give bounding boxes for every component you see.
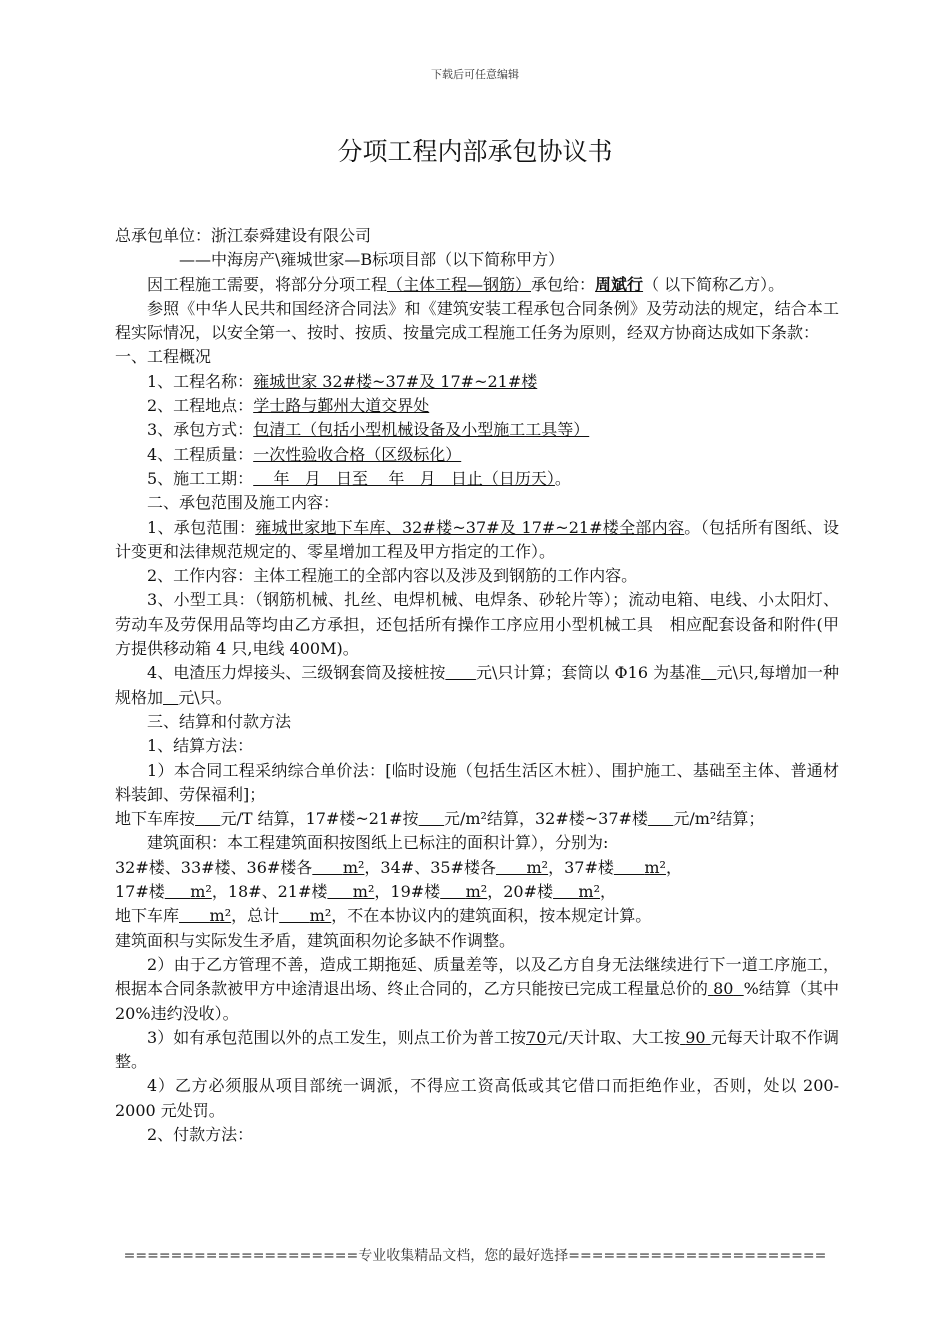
item-contract-method bbox=[115, 418, 839, 442]
item-project-name bbox=[115, 370, 839, 394]
blank-field bbox=[648, 809, 673, 828]
text-run: ，37#楼 bbox=[548, 857, 614, 877]
tools-paragraph: 3、小型工具：（钢筋机械、扎丝、电焊机械、电焊条、砂轮片等）；流动电箱、电线、小太阳灯、劳动车及劳保用品等均由乙方承担，还包括所有操作工序应用小型机械工具 相应配套设备和附件(甲方提供移动箱 4 只,电线 400M)。 bbox=[115, 590, 839, 659]
scope-paragraph bbox=[115, 516, 839, 565]
text-run: 因工程施工需要，将部分分项工程 bbox=[147, 274, 388, 294]
unit-price-paragraph: 1）本合同工程采纳综合单价法：[临时设施（包括生活区木桩）、围护施工、基础至主体、普通材料装卸、劳保福利]； bbox=[115, 760, 839, 804]
blank-field bbox=[419, 809, 444, 828]
item-project-location bbox=[115, 394, 839, 418]
unit: m² bbox=[342, 857, 365, 877]
text-run: ，不在本协议内的建筑面积，按本规定计算。 bbox=[331, 906, 652, 926]
unit: m² bbox=[578, 882, 601, 902]
text-run: 元/天计取、大工按 bbox=[546, 1027, 681, 1047]
percent-field bbox=[708, 979, 744, 998]
area-field bbox=[327, 882, 374, 901]
blank-field bbox=[195, 809, 220, 828]
text-run: 32#楼、33#楼、36#楼各 bbox=[115, 857, 313, 877]
text-run: 元/T 结算，17#楼~21#按 bbox=[220, 809, 419, 829]
area-field bbox=[165, 882, 212, 901]
text-run: ，总计 bbox=[231, 906, 280, 926]
area-field bbox=[312, 858, 364, 877]
text-run: 承包给： bbox=[531, 274, 596, 294]
contractor-name: 周斌行 bbox=[595, 274, 644, 294]
area-paragraph: 建筑面积：本工程建筑面积按图纸上已标注的面积计算），分别为: bbox=[147, 833, 609, 853]
item-value: 包清工（包括小型机械设备及小型施工工具等） bbox=[253, 420, 590, 440]
text-run: 元/m²结算； bbox=[673, 809, 765, 829]
text-run: （ 以下简称乙方）。 bbox=[643, 274, 785, 294]
payment-heading: 2、付款方法： bbox=[147, 1124, 254, 1144]
section-3-heading: 三、结算和付款方法 bbox=[147, 711, 292, 731]
area-field bbox=[440, 882, 487, 901]
item-label: 1、承包范围： bbox=[147, 517, 256, 537]
work-content-paragraph: 2、工作内容：主体工程施工的全部内容以及涉及到钢筋的工作内容。 bbox=[147, 566, 638, 586]
party-a-dept-line: ——中海房产\雍城世家—B标项目部（以下简称甲方） bbox=[179, 250, 565, 270]
unit: m² bbox=[465, 882, 488, 902]
unit: m² bbox=[526, 857, 549, 877]
area-line-1 bbox=[115, 856, 839, 880]
item-label: 1、工程名称： bbox=[147, 371, 254, 391]
item-value: 年 月 日至 年 月 日止（日历天） bbox=[253, 468, 555, 488]
unit: m² bbox=[352, 882, 375, 902]
unit: m² bbox=[644, 857, 666, 877]
basis-paragraph: 参照《中华人民共和国经济合同法》和《建筑安装工程承包合同条例》及劳动法的规定，结合本工程实际情况，以安全第一、按时、按质、按量完成工程施工任务为原则，经双方协商达成如下条款： bbox=[115, 298, 839, 343]
area-line-4: 建筑面积与实际发生矛盾，建筑面积勿论多缺不作调整。 bbox=[115, 930, 516, 950]
area-field bbox=[614, 858, 666, 877]
text-run: ， bbox=[600, 882, 617, 902]
page-header-note: 下载后可任意编辑 bbox=[431, 68, 519, 81]
text-run: 4、电渣压力焊接头、三级钢套筒及接桩按 bbox=[147, 663, 446, 683]
obedience-paragraph: 4）乙方必须服从项目部统一调派，不得应工资高低或其它借口而拒绝作业，否则，处以 200-2000 元处罚。 bbox=[115, 1076, 839, 1120]
area-field bbox=[553, 882, 600, 901]
text-run: 元\只。 bbox=[178, 687, 232, 707]
settlement-heading: 1、结算方法： bbox=[147, 736, 254, 756]
item-quality bbox=[115, 443, 839, 467]
item-schedule bbox=[115, 467, 839, 491]
text-run: 元/m²结算，32#楼~37#楼 bbox=[443, 809, 648, 829]
document-body bbox=[115, 224, 839, 1147]
unit: m² bbox=[309, 906, 332, 926]
general-labor-rate: 70 bbox=[526, 1027, 547, 1047]
text-run: 地下车库按 bbox=[115, 809, 196, 829]
area-line-3 bbox=[115, 904, 839, 928]
skilled-rate-field bbox=[680, 1028, 711, 1047]
unit: m² bbox=[209, 906, 232, 926]
text-run: 3）如有承包范围以外的点工发生，则点工价为普工按 bbox=[147, 1027, 527, 1047]
text-run: 17#楼 bbox=[115, 882, 165, 902]
blank-field bbox=[445, 663, 476, 682]
item-label: 3、承包方式： bbox=[147, 420, 254, 440]
unit: m² bbox=[190, 882, 212, 902]
item-value: 雍城世家 32#楼~37#及 17#~21#楼 bbox=[253, 371, 538, 391]
intro-paragraph bbox=[115, 273, 839, 297]
termination-paragraph bbox=[115, 953, 839, 1026]
daywork-paragraph bbox=[115, 1026, 839, 1075]
text-run: ，20#楼 bbox=[487, 882, 553, 902]
text-run: ，19#楼 bbox=[374, 882, 441, 902]
text-run: 元\只,每增加一种规格加 bbox=[115, 663, 839, 707]
percent-value: 80 bbox=[713, 979, 734, 999]
text-run: 。（包括所有图纸、设计变更和法律规范规定的、零星增加工程及甲方指定的工作）。 bbox=[115, 517, 839, 561]
text-run: 元\只计算；套筒以 Φ16 为基准 bbox=[475, 663, 702, 683]
area-field bbox=[279, 906, 331, 925]
text-run: ，18#、21#楼 bbox=[211, 882, 328, 902]
text-run: 2）由于乙方管理不善，造成工期拖延、质量差等，以及乙方自身无法继续进行下一道工序施工，根据本合同条款被甲方中途清退出场、终止合同的，乙方只能按已完成工程量总价的 bbox=[115, 954, 839, 999]
text-run: ， bbox=[665, 857, 682, 877]
area-field bbox=[179, 906, 231, 925]
blank-field bbox=[163, 688, 178, 707]
text-run: 地下车库 bbox=[115, 906, 180, 926]
party-a-line: 总承包单位：浙江泰舜建设有限公司 bbox=[115, 226, 372, 245]
text-run: 元每天计取不作调整。 bbox=[115, 1027, 839, 1072]
item-label: 4、工程质量： bbox=[147, 444, 254, 464]
garage-price-line bbox=[115, 807, 839, 831]
page-footer: ====================专业收集精品文档，您的最好选择====================== bbox=[123, 1248, 827, 1264]
scope-underlined: （主体工程—钢筋） bbox=[387, 274, 532, 294]
item-value: 雍城世家地下车库、32#楼~37#及 17#~21#楼全部内容 bbox=[255, 517, 685, 537]
text-run: 。 bbox=[554, 468, 571, 488]
area-field bbox=[496, 858, 548, 877]
text-run: ，34#、35#楼各 bbox=[364, 857, 496, 877]
section-2-heading: 二、承包范围及施工内容： bbox=[147, 493, 340, 513]
skilled-labor-rate: 90 bbox=[685, 1027, 706, 1047]
item-value: 学士路与鄞州大道交界处 bbox=[253, 396, 430, 416]
text-run: %结算（其中 20%违约没收）。 bbox=[115, 979, 840, 1023]
document-title: 分项工程内部承包协议书 bbox=[337, 137, 613, 166]
item-label: 2、工程地点： bbox=[147, 396, 254, 416]
item-value: 一次性验收合格（区级标化） bbox=[253, 444, 462, 464]
item-label: 5、施工工期： bbox=[147, 468, 254, 488]
welding-paragraph bbox=[115, 661, 839, 710]
area-line-2 bbox=[115, 880, 839, 904]
blank-field bbox=[701, 663, 716, 682]
section-1-heading: 一、工程概况 bbox=[115, 347, 212, 367]
